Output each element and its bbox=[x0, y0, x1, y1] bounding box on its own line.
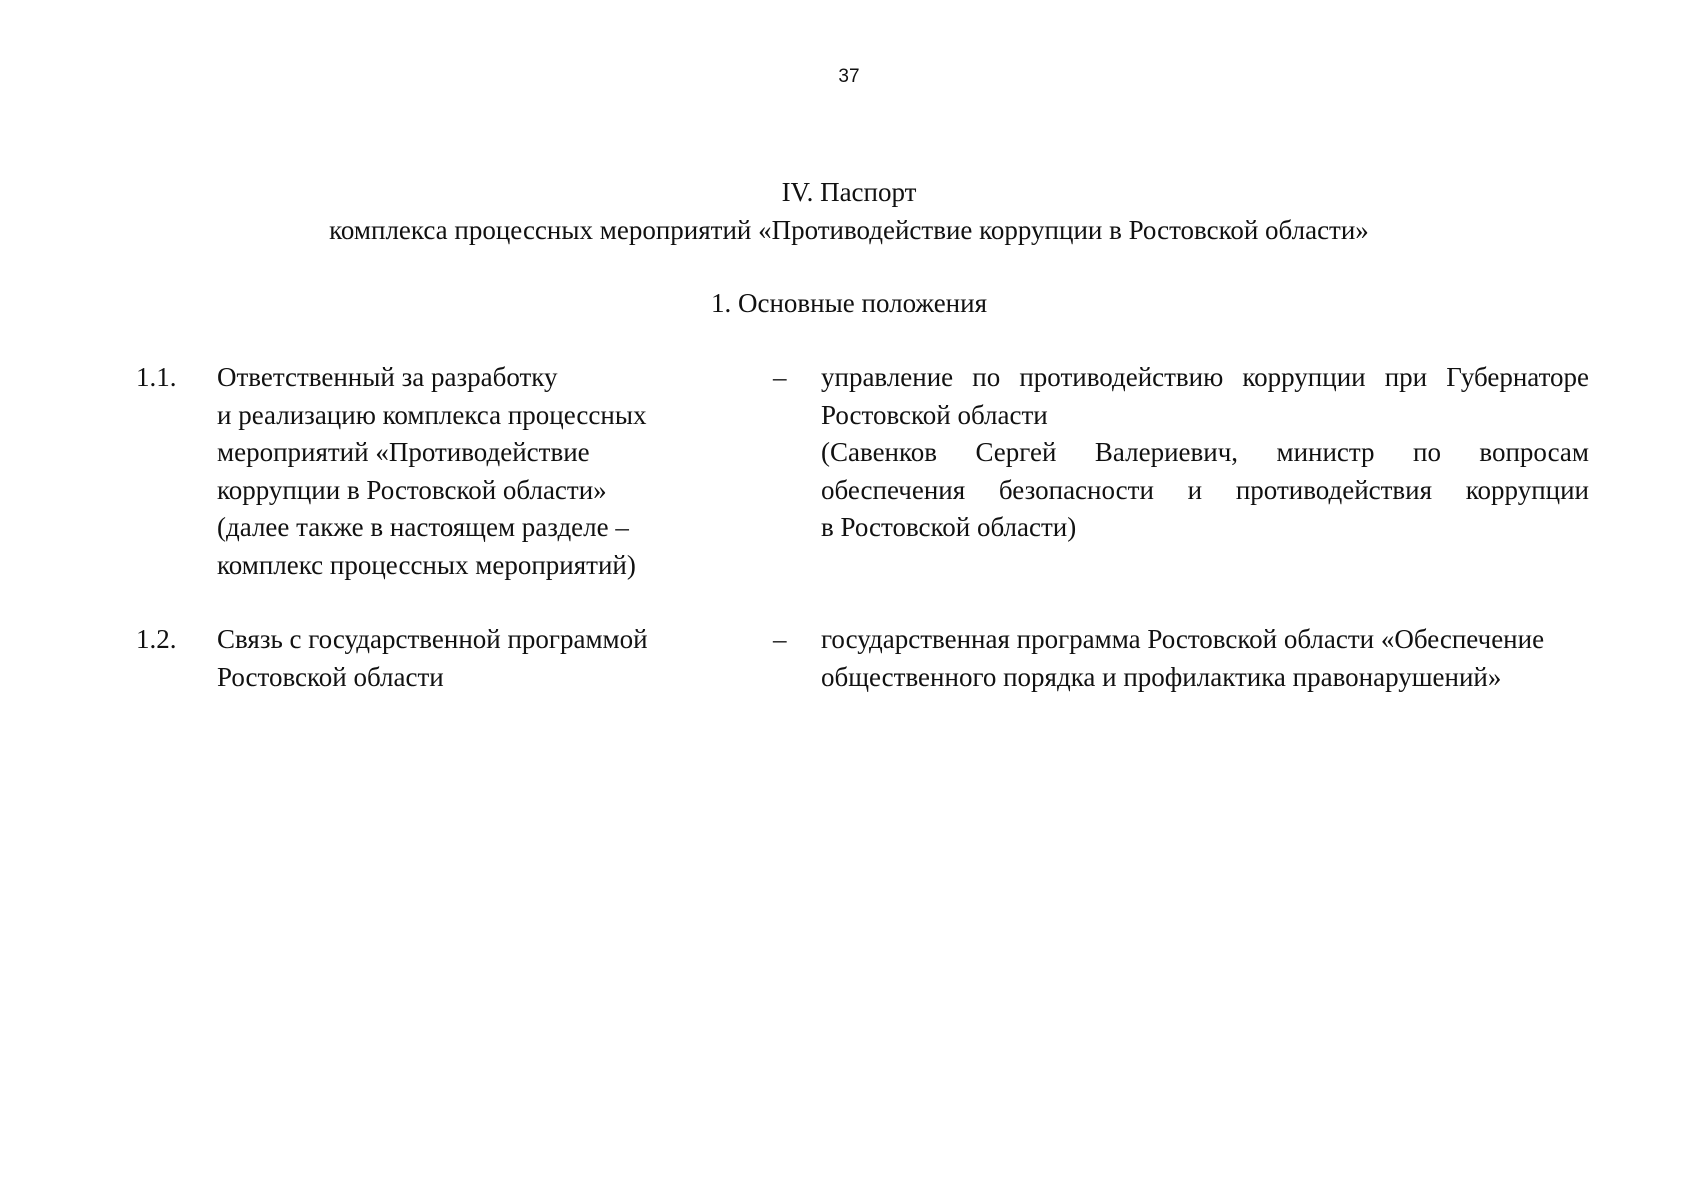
row-label bbox=[217, 621, 687, 696]
row-value-line: государственная программа Ростовской области «Обеспечение bbox=[821, 624, 1545, 654]
title-line-2: комплекса процессных мероприятий «Противодействие коррупции в Ростовской области» bbox=[329, 215, 1369, 245]
title-line-1: IV. Паспорт bbox=[781, 177, 917, 207]
row-value-line: в Ростовской области) bbox=[821, 512, 1077, 542]
row-number: 1.1. bbox=[136, 362, 177, 392]
row-label-line: и реализацию комплекса процессных bbox=[217, 399, 647, 430]
row-label-line: комплекс процессных мероприятий) bbox=[217, 549, 636, 580]
row-dash: – bbox=[773, 624, 787, 654]
row-value-line: Ростовской области bbox=[821, 399, 1048, 430]
row-value bbox=[821, 621, 1589, 696]
row-label-line: Ответственный за разработку bbox=[217, 362, 558, 392]
document-title bbox=[0, 173, 1698, 249]
row-label-line: Связь с государственной программой bbox=[217, 624, 648, 654]
row-label bbox=[217, 359, 687, 584]
row-label-line: Ростовской области bbox=[217, 661, 444, 692]
row-label-line: мероприятий «Противодействие bbox=[217, 437, 590, 467]
row-label-line: коррупции в Ростовской области» bbox=[217, 474, 607, 505]
section-heading: 1. Основные положения bbox=[711, 288, 987, 318]
row-value-line: управление по противодействию коррупции при Губернаторе bbox=[821, 362, 1589, 392]
row-value-line: общественного порядка и профилактика правонарушений» bbox=[821, 661, 1502, 692]
row-value-line: (Савенков Сергей Валериевич, министр по вопросам bbox=[821, 437, 1589, 467]
row-label-line: (далее также в настоящем разделе – bbox=[217, 512, 629, 542]
row-value-line: обеспечения безопасности и противодействия коррупции bbox=[821, 474, 1589, 505]
row-number: 1.2. bbox=[136, 624, 177, 654]
row-value bbox=[821, 359, 1589, 547]
page-number: 37 bbox=[838, 66, 860, 87]
row-dash: – bbox=[773, 362, 787, 392]
